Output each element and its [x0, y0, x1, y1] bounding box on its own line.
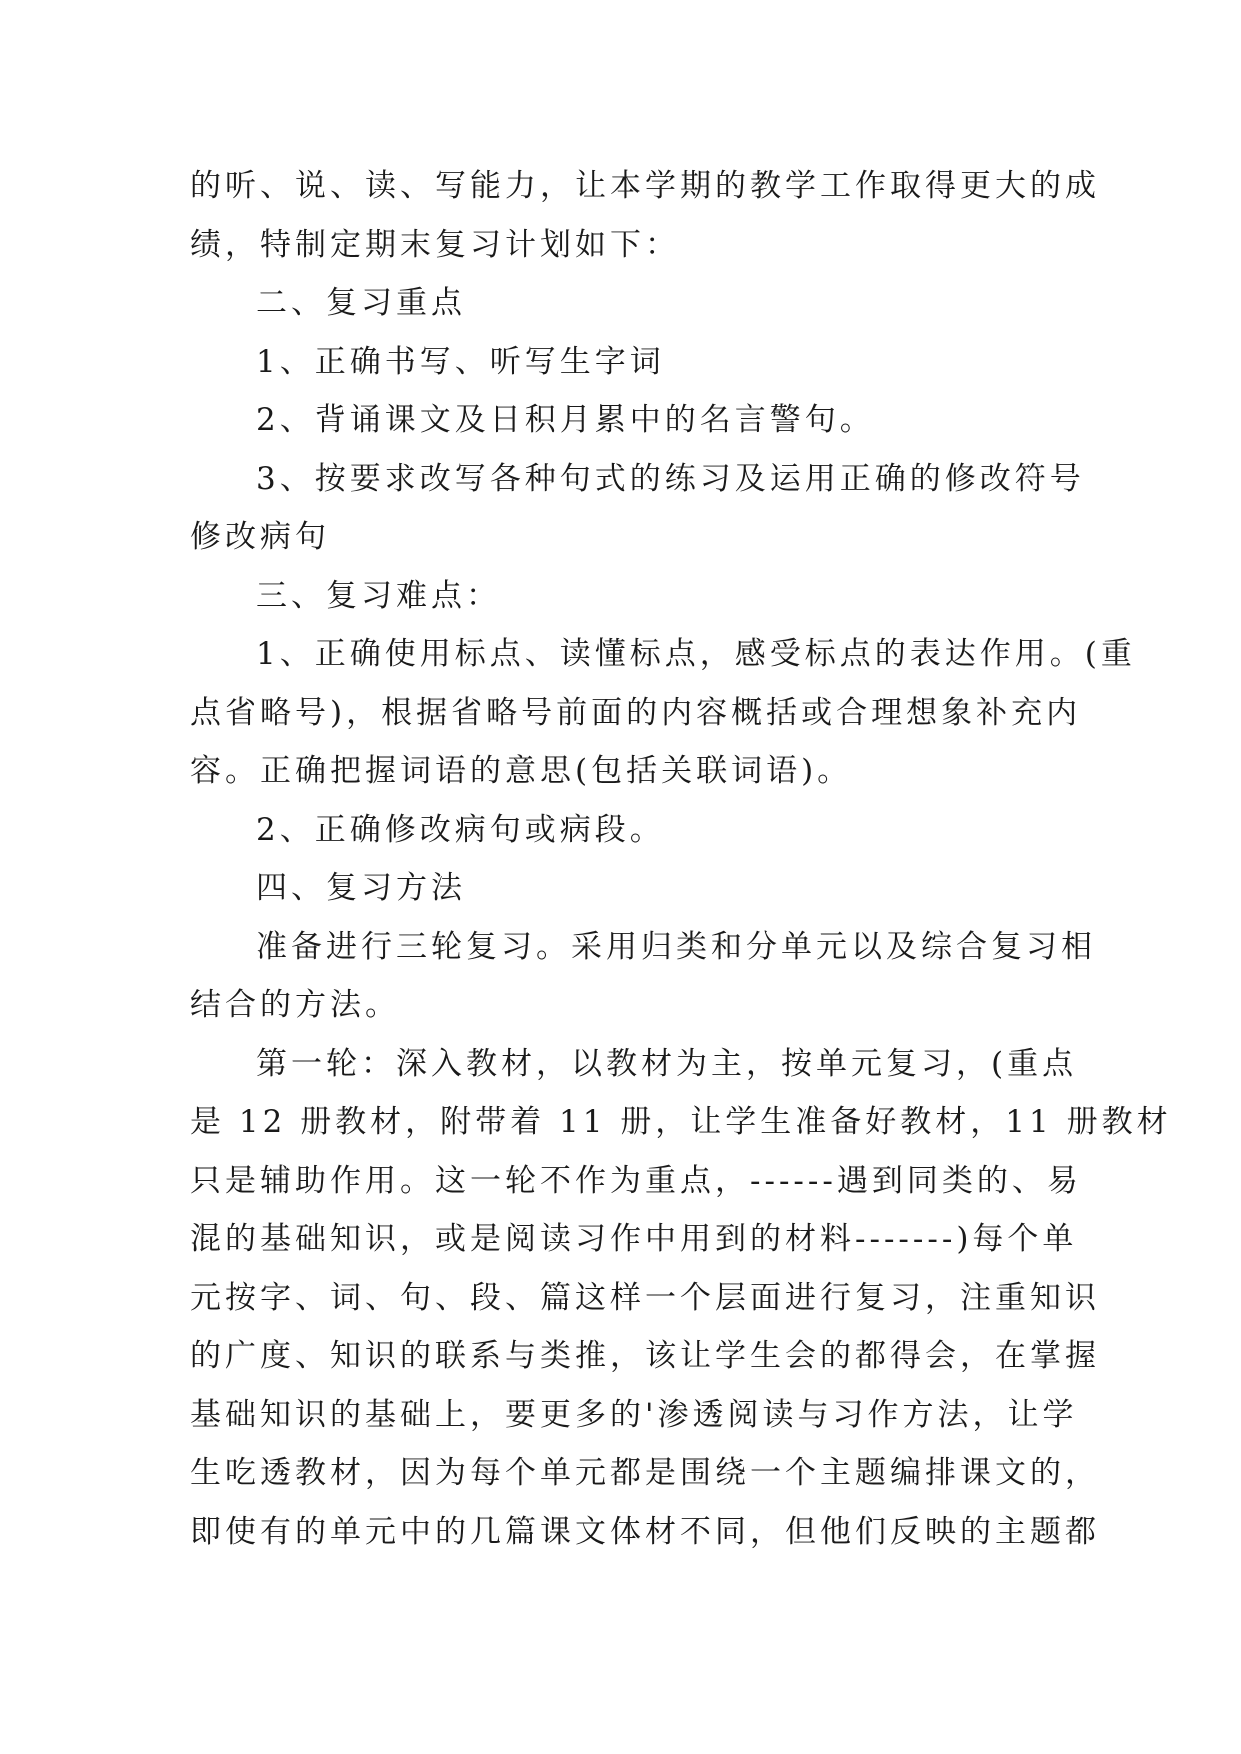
text-line: 点省略号)，根据省略号前面的内容概括或合理想象补充内 [190, 694, 1082, 731]
text-line: 是 12 册教材，附带着 11 册，让学生准备好教材，11 册教材 [190, 1104, 1172, 1140]
text-line: 修改病句 [190, 519, 330, 555]
text-line: 的听、说、读、写能力，让本学期的教学工作取得更大的成 [190, 168, 1100, 204]
text-line: 即使有的单元中的几篇课文体材不同，但他们反映的主题都 [190, 1513, 1100, 1550]
list-item: 3、按要求改写各种句式的练习及运用正确的修改符号 [256, 460, 1085, 497]
text-line: 只是辅助作用。这一轮不作为重点，------遇到同类的、易 [190, 1162, 1082, 1199]
text-line: 容。正确把握词语的意思(包括关联词语)。 [190, 753, 853, 789]
section-heading: 四、复习方法 [256, 870, 466, 906]
list-item: 1、正确使用标点、读懂标点，感受标点的表达作用。(重 [256, 636, 1136, 672]
list-item: 2、正确修改病句或病段。 [256, 811, 665, 848]
text-line: 混的基础知识，或是阅读习作中用到的材料-------)每个单 [190, 1221, 1078, 1257]
text-line: 基础知识的基础上，要更多的'渗透阅读与习作方法，让学 [190, 1396, 1078, 1433]
text-line: 元按字、词、句、段、篇这样一个层面进行复习，注重知识 [190, 1279, 1100, 1316]
text-line: 绩，特制定期末复习计划如下： [190, 226, 680, 263]
paragraph-start: 第一轮：深入教材，以教材为主，按单元复习，(重点 [256, 1045, 1078, 1082]
section-heading: 二、复习重点 [256, 285, 466, 321]
text-line: 结合的方法。 [190, 987, 400, 1023]
text-line: 的广度、知识的联系与类推，该让学生会的都得会，在掌握 [190, 1338, 1100, 1374]
document-body [190, 157, 1172, 1561]
list-item: 2、背诵课文及日积月累中的名言警句。 [256, 402, 875, 438]
list-item: 1、正确书写、听写生字词 [256, 343, 665, 380]
section-heading: 三、复习难点： [256, 577, 501, 614]
text-line: 生吃透教材，因为每个单元都是围绕一个主题编排课文的， [190, 1455, 1100, 1491]
paragraph-start: 准备进行三轮复习。采用归类和分单元以及综合复习相 [256, 928, 1096, 965]
